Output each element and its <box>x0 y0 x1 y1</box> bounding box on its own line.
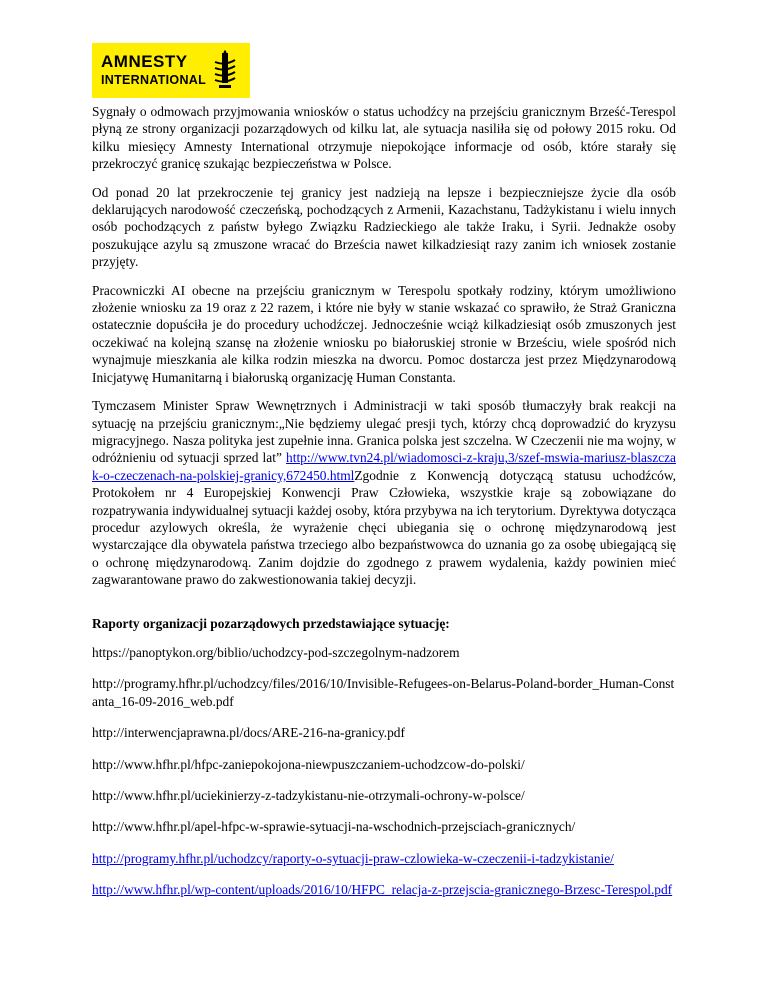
logo-line-2: INTERNATIONAL <box>101 73 207 87</box>
reports-list <box>92 644 676 899</box>
report-reference <box>92 881 676 898</box>
report-reference: http://interwencjaprawna.pl/docs/ARE-216-na-granicy.pdf <box>92 725 405 741</box>
amnesty-logo <box>92 43 250 98</box>
report-reference: https://panoptykon.org/biblio/uchodzcy-pod-szczegolnym-nadzorem <box>92 644 460 660</box>
candle-barbed-wire-icon <box>213 50 237 92</box>
paragraph-3: Pracowniczki AI obecne na przejściu granicznym w Terespolu spotkały rodziny, którym umożliwiono złożenie wniosku za 19 oraz z 22 razem, i które nie były w stanie wskazać co sprawiło, że Straż Graniczna ostatecznie dopuściła je do procedury uchodźczej. Jednocześnie wciąż kilkadziesiąt osób zmuszonych jest oczekiwać na kolejną szansę na złożenie wniosku po białoruskiej stronie w Brześciu, wiele spośród nich wynajmuje mieszkania ale kilka rodzin mieszka na dworcu. Pomoc dostarcza jest przez Międzynarodową Inicjatywę Humanitarną i białoruską organizację Human Constanta. <box>92 282 676 385</box>
paragraph-4-text-before: Tymczasem Minister Spraw Wewnętrznych i Administracji w taki sposób tłumaczyły brak reakcji na sytuację na przejściu granicznym:„Nie będziemy ulegać presji tych, którzy chcą doprowadzić do kryzysu migracyjnego. Nasza polityka jest zupełnie inna. Granica polska jest szczelna. W Czeczenii nie ma wojny, w odróżnieniu od sytuacji sprzed lat” <box>92 398 676 466</box>
tvn24-article-link[interactable]: http://www.tvn24.pl/wiadomosci-z-kraju,3/szef-mswia-mariusz-blaszczak-o-czeczenach-na-polskiej-granicy,672450.html <box>92 450 676 483</box>
paragraph-4 <box>92 397 676 588</box>
report-reference: http://www.hfhr.pl/uciekinierzy-z-tadzykistanu-nie-otrzymali-ochrony-w-polsce/ <box>92 788 525 803</box>
logo-wordmark <box>101 53 206 89</box>
report-reference: http://www.hfhr.pl/apel-hfpc-w-sprawie-sytuacji-na-wschodnich-przejsciach-granicznych/ <box>92 819 576 835</box>
report-reference: http://programy.hfhr.pl/uchodzcy/files/2016/10/Invisible-Refugees-on-Belarus-Poland-border_Human-Constanta_16-09-2016_web.pdf <box>92 676 675 709</box>
paragraph-1: Sygnały o odmowach przyjmowania wniosków o status uchodźcy na przejściu granicznym Brześć-Terespol płyną ze strony organizacji pozarządowych od kilku lat, ale sytuacja nasiliła się od połowy 2015 roku. Od kilku miesięcy Amnesty International otrzymuje niepokojące informacje od osób, które starały się przekroczyć granicę szukając bezpieczeństwa w Polsce. <box>92 104 676 172</box>
report-link[interactable]: http://www.hfhr.pl/wp-content/uploads/2016/10/HFPC_relacja-z-przejscia-granicznego-Brzesc-Terespol.pdf <box>92 882 673 898</box>
report-link[interactable]: http://programy.hfhr.pl/uchodzcy/raporty-o-sytuacji-praw-czlowieka-w-czeczenii-i-tadzykistanie/ <box>92 850 614 866</box>
document-body <box>92 103 676 913</box>
logo-line-1: AMNESTY <box>101 52 188 71</box>
report-reference <box>92 850 676 867</box>
reports-heading: Raporty organizacji pozarządowych przedstawiające sytuację: <box>92 615 450 631</box>
report-reference: http://www.hfhr.pl/hfpc-zaniepokojona-niewpuszczaniem-uchodzcow-do-polski/ <box>92 756 525 772</box>
paragraph-2: Od ponad 20 lat przekroczenie tej granicy jest nadzieją na lepsze i bezpieczniejsze życie dla osób deklarujących narodowość czeczeńską, pochodzących z Armenii, Kazachstanu, Tadżykistanu i wielu innych osób pochodzących z państw byłego Związku Radzieckiego ale także Iraku, i Syrii. Jednakże osoby poszukujące azylu są zmuszone wracać do Brześcia nawet kilkadziesiąt razy zanim ich wniosek zostanie przyjęty. <box>92 184 676 270</box>
paragraph-4-text-after: Zgodnie z Konwencją dotyczącą statusu uchodźców, Protokołem nr 4 Europejskiej Konwencji Praw Człowieka, wszystkie kraje są zobowiązane do rozpatrywania indywidualnej sytuacji każdej osoby, która przybywa na ich terytorium. Dyrektywa dotycząca procedur azylowych określa, że wyrażenie chęci ubiegania się o ochronę międzynarodową jest wystarczające dla obywatela państwa trzeciego albo bezpaństwowca do uznania go za osobę ubiegającą się o ochronę międzynarodową. Zanim dojdzie do zgodnego z prawem wydalenia, każdy powinien mieć zagwarantowane prawo do zakwestionowania takiej decyzji. <box>92 467 676 588</box>
